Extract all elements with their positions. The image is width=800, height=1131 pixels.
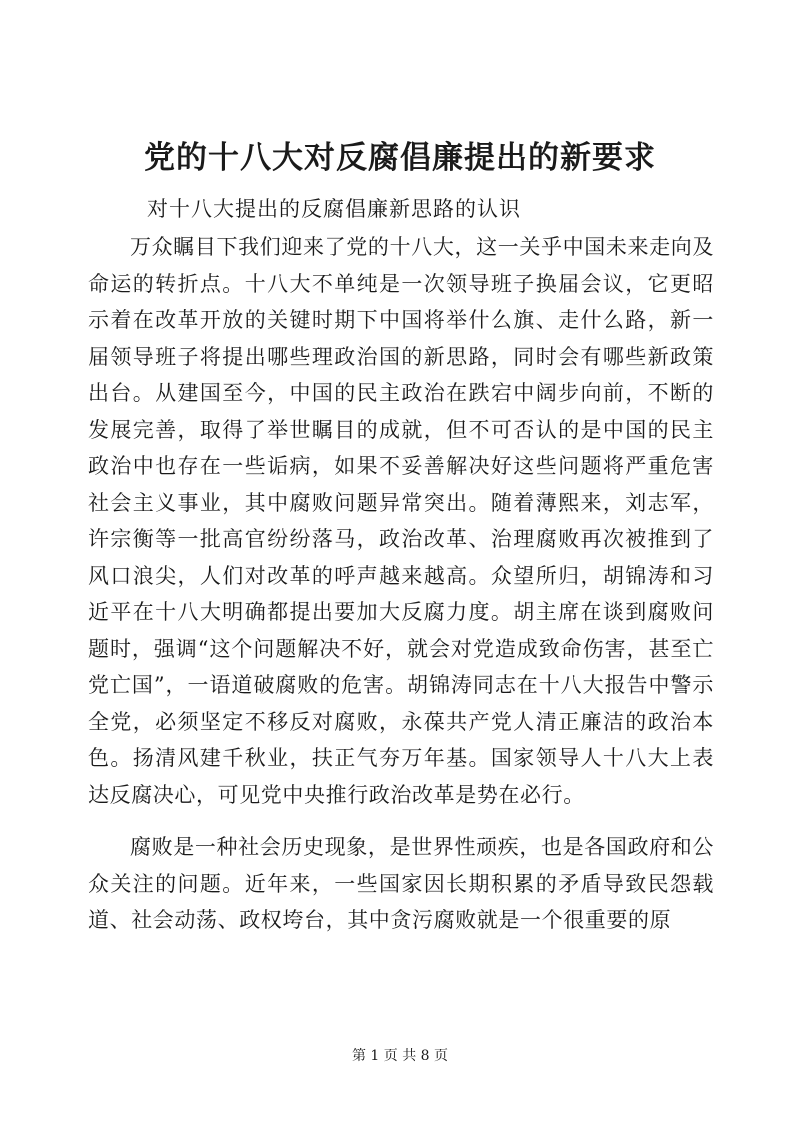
page-number-footer: 第 1 页 共 8 页 <box>351 1048 449 1064</box>
document-subtitle: 对十八大提出的反腐倡廉新思路的认识 <box>147 197 521 221</box>
paragraph-2: 腐败是一种社会历史现象，是世界性顽疾，也是各国政府和公众关注的问题。近年来，一些国家因长期积累的矛盾导致民怨载道、社会动荡、政权垮台，其中贪污腐败就是一个很重要的原 <box>88 835 714 932</box>
document-body <box>88 229 714 939</box>
paragraph-1: 万众瞩目下我们迎来了党的十八大，这一关乎中国未来走向及命运的转折点。十八大不单纯是一次领导班子换届会议，它更昭示着在改革开放的关键时期下中国将举什么旗、走什么路，新一届领导班子将提出哪些理政治国的新思路，同时会有哪些新政策出台。从建国至今，中国的民主政治在跌宕中阔步向前，不断的发展完善，取得了举世瞩目的成就，但不可否认的是中国的民主政治中也存在一些诟病，如果不妥善解决好这些问题将严重危害社会主义事业，其中腐败问题异常突出。随着薄熙来，刘志军，许宗衡等一批高官纷纷落马，政治改革、治理腐败再次被推到了风口浪尖，人们对改革的呼声越来越高。众望所归，胡锦涛和习近平在十八大明确都提出要加大反腐力度。胡主席在谈到腐败问题时，强调“这个问题解决不好，就会对党造成致命伤害，甚至亡党亡国”，一语道破腐败的危害。胡锦涛同志在十八大报告中警示全党，必须坚定不移反对腐败，永葆共产党人清正廉洁的政治本色。扬清风建千秋业，扶正气夯万年基。国家领导人十八大上表达反腐决心，可见党中央推行政治改革是势在必行。 <box>88 235 714 807</box>
document-title: 党的十八大对反腐倡廉提出的新要求 <box>144 140 656 176</box>
